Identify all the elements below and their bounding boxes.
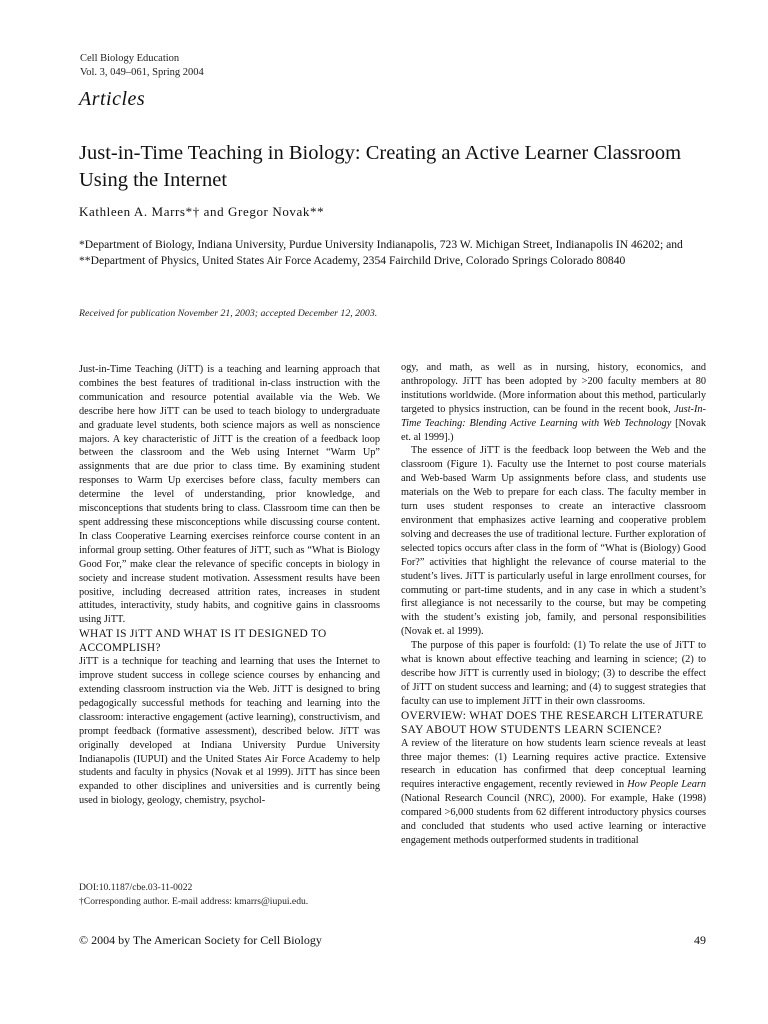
section-label: Articles [79,88,146,110]
journal-info [80,52,204,80]
copyright: © 2004 by The American Society for Cell Biology [79,933,322,947]
section-heading-overview: OVERVIEW: WHAT DOES THE RESEARCH LITERATURE SAY ABOUT HOW STUDENTS LEARN SCIENCE? [401,709,704,736]
body-paragraph [401,737,706,848]
left-column [79,363,380,808]
body-paragraph: JiTT is a technique for teaching and learning that uses the Internet to improve student success in college science courses by enhancing and extending classroom instruction via the Web. JiTT is designed to bring pedagogically successful methods for teaching and learning into the classroom: interactive engagement (active learning), constructivism, and prompt feedback (formative assessment), described below. JiTT was originally developed at Indiana University Purdue University Indianapolis (IUPUI) and the United States Air Force Academy to help students and faculty in physics (Novak et al 1999). JiTT has since been expanded to other disciplines and universities and is currently being used in biology, geology, chemistry, psychol- [79,656,380,807]
doi: DOI:10.1187/cbe.03-11-0022 [79,882,193,893]
body-paragraph [401,361,706,444]
journal-name: Cell Biology Education [80,53,180,64]
body-paragraph: The essence of JiTT is the feedback loop between the Web and the classroom (Figure 1). Faculty use the Internet to post course materials and Web-based Warm Up assignments before class, and students use materials on the Web to prepare for each class. The faculty member in turn uses student responses to create an interactive classroom environment that emphasizes active learning and cooperative problem solving and decreases the use of traditional lecture. Further exploration of selected topics occurs after class in the form of “What is (Biology) Good For?” activities that highlight the relevance of course material to the student’s lives. JiTT is particularly useful in large enrollment courses, for commuting or part-time students, and in any case in which a student’s first allegiance is not necessarily to the course, but may be competing with the student’s existing job, family, and personal responsibilities (Novak et. al 1999). [401,445,706,638]
article-authors: Kathleen A. Marrs*† and Gregor Novak** [79,204,325,219]
page-number: 49 [694,933,706,947]
article-title: Just-in-Time Teaching in Biology: Creating an Active Learner Classroom Using the Internet [79,142,682,191]
text-run: (National Research Council (NRC), 2000). For example, Hake (1998) compared >6,000 students from 62 different introductory physics courses and concluded that students who used active learning or interactive engagement methods outperformed students in traditional [401,793,706,846]
body-paragraph: The purpose of this paper is fourfold: (1) To relate the use of JiTT to what is known about effective teaching and learning in science; (2) to describe how JiTT is currently used in biology; (3) to describe the effect of JiTT on student success and learning; and (4) to suggest strategies that faculty can use to implement JiTT in their own classrooms. [401,640,706,707]
book-title: Just-In-Time Teaching: Blending Active Learning with Web Technology [401,403,706,429]
footnotes [79,881,308,909]
author-affiliations: *Department of Biology, Indiana University, Purdue University Indianapolis, 723 W. Michigan Street, Indianapolis IN 46202; and **Department of Physics, United States Air Force Academy, 2354 Fairchild Drive, Colorado Springs Colorado 80840 [79,238,683,268]
right-column [401,361,706,848]
book-title: How People Learn [627,779,707,791]
journal-volume: Vol. 3, 049–061, Spring 2004 [80,67,204,78]
abstract-paragraph: Just-in-Time Teaching (JiTT) is a teaching and learning approach that combines the best features of traditional in-class instruction with the communication and resource potential available via the Web. We describe here how JiTT can be used to teach biology to undergraduate and graduate level students, both science majors as well as nonscience majors. A key characteristic of JiTT is the creation of a feedback loop between the classroom and the Web using Internet “Warm Up” assignments that are due prior to class time. By examining student responses to Warm Up exercises before class, faculty members can determine the level of understanding, prior knowledge, and misconceptions that students bring to class. Classroom time can then be spent addressing these misconceptions while discussing course content. In class Cooperative Learning exercises reinforce course content in an informal group setting. Other features of JiTT, such as “What is Biology Good For,” make clear the relevance of specific concepts in biology in society and increase student motivation. Assessment results have been positive, including decreased attrition rates, increases in student attitudes, interactivity, study habits, and cognitive gains in classrooms using JiTT. [79,364,380,626]
text-run: [Novak et. al 1999].) [401,417,706,443]
text-run: ogy, and math, as well as in nursing, history, economics, and anthropology. JiTT has been adopted by >200 faculty members at 80 institutions worldwide. (More information about this method, particularly targeted to physics instruction, can be found in the recent book, [401,362,706,415]
corresponding-author: †Corresponding author. E-mail address: kmarrs@iupui.edu. [79,896,309,907]
text-run: A review of the literature on how students learn science reveals at least three major themes: (1) Learning requires active practice. Extensive research in education has confirmed that deep conceptual learning requires interactive engagement, recently reviewed in [401,737,706,791]
received-dates: Received for publication November 21, 2003; accepted December 12, 2003. [79,308,378,319]
section-heading-what-is-jitt: WHAT IS JiTT AND WHAT IS IT DESIGNED TO ACCOMPLISH? [79,628,327,655]
